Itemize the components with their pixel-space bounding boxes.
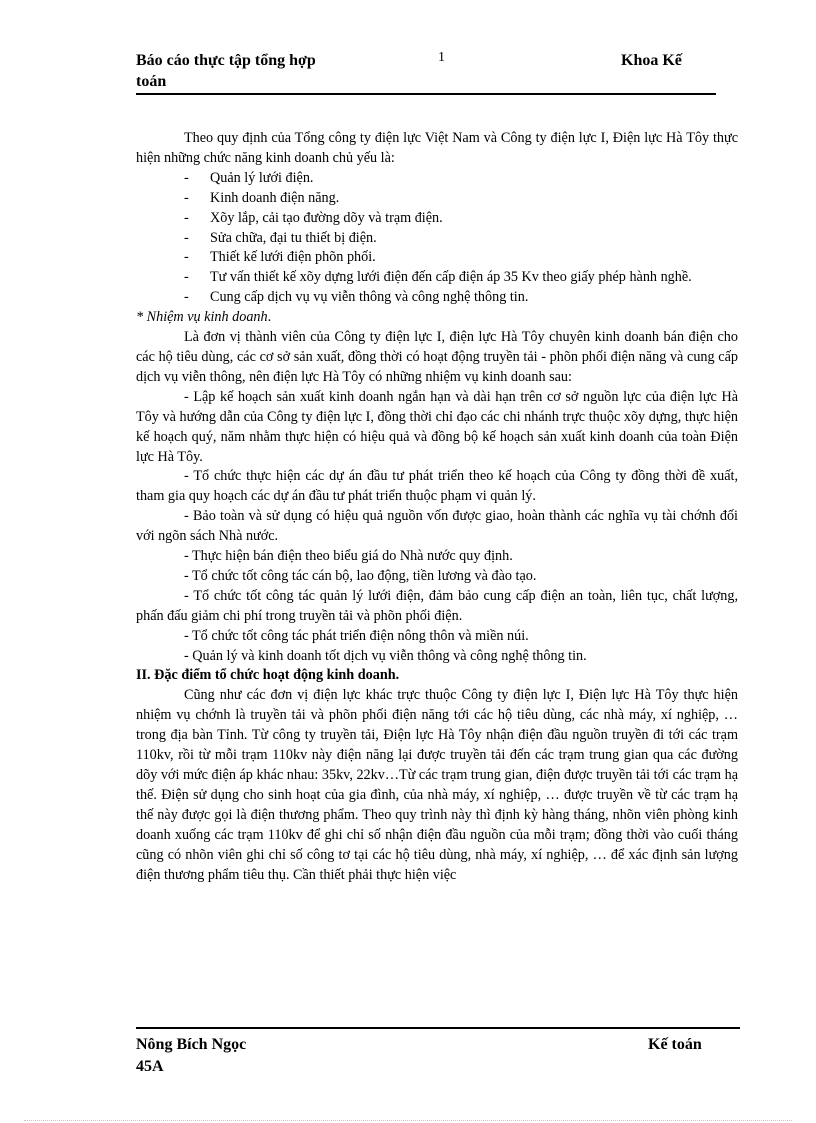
bullet-dash: - — [184, 209, 189, 226]
intro-paragraph: Theo quy định của Tổng công ty điện lực Việt Nam và Công ty điện lực I, Điện lực Hà Tôy thực hiện những chức năng kinh doanh chủ yếu là: — [136, 130, 738, 166]
footer-author: Nông Bích Ngọc — [136, 1036, 247, 1053]
bullet-dash: - — [184, 189, 189, 206]
function-item-text: Kinh doanh điện năng. — [210, 189, 340, 206]
task-item: - Lập kế hoạch sản xuất kinh doanh ngắn hạn và dài hạn trên cơ sở nguồn lực của điện lực Hà Tôy và hướng dẫn của Công ty điện lực I, đồng thời chỉ đạo các chi nhánh trực thuộc xõy dựng, thực hiện kế hoạch quý, năm nhằm thực hiện có hiệu quả và đồng bộ kế hoạch sản xuất kinh doanh của toàn Điện lực Hà Tôy. — [136, 388, 738, 465]
footer-class: 45A — [136, 1058, 164, 1075]
page-body — [136, 129, 738, 885]
bullet-dash: - — [184, 289, 189, 306]
function-item — [136, 169, 738, 189]
function-item-text: Xõy lắp, cải tạo đường dõy và trạm điện. — [210, 209, 443, 226]
bullet-dash: - — [184, 169, 189, 186]
function-item — [136, 248, 738, 268]
function-item — [136, 209, 738, 229]
header-rule — [136, 93, 716, 95]
header-report-title-continued: toán — [136, 73, 167, 90]
section-heading: II. Đặc điểm tổ chức hoạt động kinh doanh. — [136, 667, 400, 684]
function-item-text: Quản lý lưới điện. — [210, 169, 314, 186]
footer-rule — [136, 1027, 740, 1029]
task-heading-dot: . — [267, 309, 272, 326]
task-item: - Tổ chức tốt công tác phát triển điện nông thôn và miền núi. — [184, 627, 529, 644]
task-heading-text: * Nhiệm vụ kinh doanh — [136, 309, 268, 326]
header-department: Khoa Kế — [621, 52, 682, 69]
function-item — [136, 268, 738, 288]
function-item — [136, 189, 738, 209]
function-item-text: Cung cấp dịch vụ vụ viễn thông và công nghệ thông tin. — [210, 289, 529, 306]
page-edge-divider — [24, 1120, 792, 1121]
header-report-title: Báo cáo thực tập tổng hợp — [136, 52, 316, 69]
task-item: - Tổ chức tốt công tác quản lý lưới điện, đảm bảo cung cấp điện an toàn, liên tục, chất lượng, phấn đấu giảm chi phí trong truyền tải và phõn phối điện. — [136, 587, 738, 624]
task-item: - Tổ chức thực hiện các dự án đầu tư phát triển theo kế hoạch của Công ty đồng thời đề xuất, tham gia quy hoạch các dự án đầu tư phát triển thuộc phạm vi quản lý. — [136, 468, 738, 505]
page-number: 1 — [438, 50, 445, 65]
task-intro-paragraph: Là đơn vị thành viên của Công ty điện lực I, điện lực Hà Tôy chuyên kinh doanh bán điện cho các hộ tiêu dùng, các cơ sở sản xuất, đồng thời có hoạt động truyền tải - phõn phối điện năng và cung cấp dịch vụ viễn thông, nên điện lực Hà Tôy có những nhiệm vụ kinh doanh sau: — [136, 329, 738, 385]
function-item-text: Thiết kế lưới điện phõn phối. — [210, 249, 376, 266]
task-heading — [136, 308, 738, 328]
function-item-text: Tư vấn thiết kế xõy dựng lưới điện đến cấp điện áp 35 Kv theo giấy phép hành nghề. — [210, 269, 692, 286]
function-list — [136, 169, 738, 308]
task-list — [136, 388, 738, 667]
bullet-dash: - — [184, 249, 189, 266]
task-item: - Bảo toàn và sử dụng có hiệu quả nguồn vốn được giao, hoàn thành các nghĩa vụ tài chớnh đối với ngõn sách Nhà nước. — [136, 508, 738, 545]
bullet-dash: - — [184, 229, 189, 246]
function-item-text: Sửa chữa, đại tu thiết bị điện. — [210, 229, 377, 246]
footer-major: Kế toán — [648, 1036, 702, 1053]
bullet-dash: - — [184, 269, 189, 286]
section-paragraph: Cũng như các đơn vị điện lực khác trực thuộc Công ty điện lực I, Điện lực Hà Tôy thực hiện nhiệm vụ chớnh là truyền tải và phõn phối điện năng tới các hộ tiêu dùng, các nhà máy, xí nghiệp, …trong địa bàn Tỉnh. Từ công ty truyền tải, Điện lực Hà Tôy nhận điện đầu nguồn truyền đi tới các trạm 110kv, rồi từ mỗi trạm 110kv này điện năng lại được truyền tải đến các trạm trung gian qua các đường dõy với mức điện áp khác nhau: 35kv, 22kv…Từ các trạm trung gian, điện được truyền tải tới các trạm hạ thế. Điện sử dụng cho sinh hoạt của gia đình, của nhà máy, xí nghiệp, … được truyền về từ các trạm hạ thế này được gọi là điện thương phẩm. Theo quy trình này thì định kỳ hàng tháng, nhõn viên phòng kinh doanh xuống các trạm 110kv để ghi chỉ số nhận điện đầu nguồn của mỗi trạm; đồng thời vào cuối tháng cũng có nhõn viên ghi chỉ số công tơ tại các hộ tiêu dùng, nhà máy, xí nghiệp, … để xác định sản lượng điện thương phẩm tiêu thụ. Cần thiết phải thực hiện việc — [136, 687, 738, 883]
function-item — [136, 288, 738, 308]
task-item: - Thực hiện bán điện theo biểu giá do Nhà nước quy định. — [184, 548, 513, 565]
task-item: - Quản lý và kinh doanh tốt dịch vụ viễn thông và công nghệ thông tin. — [184, 647, 587, 664]
function-item — [136, 229, 738, 249]
task-item: - Tổ chức tốt công tác cán bộ, lao động, tiền lương và đào tạo. — [184, 567, 537, 584]
